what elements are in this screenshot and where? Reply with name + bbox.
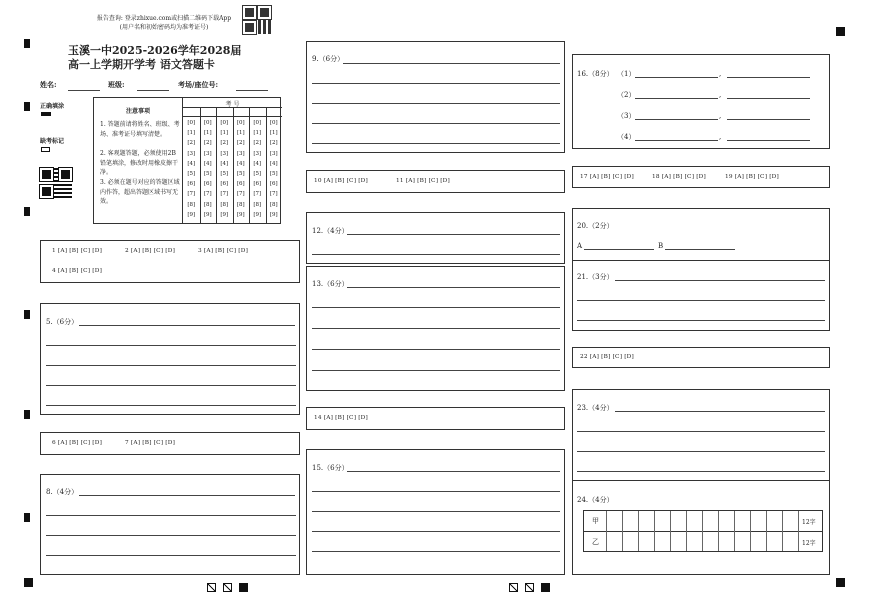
question-label-q15: 15.（6分） xyxy=(312,464,349,472)
timing-marker xyxy=(24,410,30,419)
question-label-q5: 5.（6分） xyxy=(46,318,79,326)
q16-sub-3-label: （3） xyxy=(617,112,636,120)
exam-number-bubble[interactable]: [4] xyxy=(236,160,245,167)
qr-code-top xyxy=(243,6,271,34)
mc-question-14[interactable]: 14 [A] [B] [C] [D] xyxy=(314,415,368,421)
exam-number-bubble[interactable]: [3] xyxy=(236,150,245,157)
question-label-q12: 12.（4分） xyxy=(312,227,349,235)
mc-block-6-7 xyxy=(40,432,300,455)
instructions-panel xyxy=(93,97,281,224)
exam-number-bubble[interactable]: [8] xyxy=(269,201,278,208)
q24-cell-divider xyxy=(654,511,655,551)
q24-cell-divider xyxy=(766,511,767,551)
exam-number-bubble[interactable]: [0] xyxy=(220,120,229,126)
instruction-item-2: 2. 客观题答题，必须使用2B铅笔填涂，修改时用橡皮擦干净。 xyxy=(100,150,179,176)
exam-number-bubble[interactable]: [7] xyxy=(253,191,262,198)
exam-number-bubble[interactable]: [1] xyxy=(203,130,212,137)
instruction-item-1: 1. 答题前请将姓名、班级、考场、准考证号填写清楚。 xyxy=(100,121,180,138)
q24-cell-divider xyxy=(638,511,639,551)
title-line1: 玉溪一中2025-2026学年2028届 xyxy=(68,44,242,57)
answer-box-q9[interactable] xyxy=(306,41,565,153)
exam-number-divider xyxy=(266,107,267,223)
q24-cell-divider xyxy=(670,511,671,551)
room-seat-label: 考场/座位号: xyxy=(178,80,219,89)
exam-number-column[interactable] xyxy=(184,118,199,220)
exam-number-column[interactable] xyxy=(201,118,216,220)
exam-number-bubble[interactable]: [8] xyxy=(187,201,196,208)
q20-b-label: B xyxy=(658,242,664,250)
exam-number-bubble[interactable]: [9] xyxy=(187,211,196,218)
exam-number-bubble[interactable]: [1] xyxy=(187,130,196,137)
page-mark xyxy=(239,583,248,592)
q24-row2-limit: 12字 xyxy=(802,540,816,547)
class-label: 班级: xyxy=(108,80,125,89)
exam-number-columns[interactable] xyxy=(183,116,282,223)
exam-number-divider xyxy=(216,107,217,223)
timing-marker xyxy=(24,39,30,48)
exam-number-bubble[interactable]: [3] xyxy=(203,150,212,157)
exam-number-bubble[interactable]: [0] xyxy=(203,120,212,126)
exam-number-bubble[interactable]: [4] xyxy=(203,160,212,167)
q24-cell-divider xyxy=(798,511,799,551)
answer-box-q15[interactable] xyxy=(306,449,565,575)
mc-question-4[interactable]: 4 [A] [B] [C] [D] xyxy=(52,268,103,274)
timing-marker xyxy=(24,102,30,111)
exam-number-bubble[interactable]: [6] xyxy=(269,181,278,188)
exam-number-divider xyxy=(200,107,201,223)
instructions-heading: 注意事项 xyxy=(125,108,150,115)
exam-number-bubble[interactable]: [1] xyxy=(220,130,229,137)
page-mark xyxy=(525,583,534,592)
report-notice-line1: 报告查询: 登录zhixue.com或扫描二维码下载App xyxy=(96,15,232,22)
answer-box-q23-q24[interactable] xyxy=(572,389,830,575)
mc-question-7[interactable]: 7 [A] [B] [C] [D] xyxy=(125,440,176,446)
exam-number-bubble[interactable]: [9] xyxy=(253,211,262,218)
exam-number-bubble[interactable]: [8] xyxy=(236,201,245,208)
exam-number-bubble[interactable]: [7] xyxy=(203,191,212,198)
mc-question-1[interactable]: 1 [A] [B] [C] [D] xyxy=(52,248,103,254)
exam-number-bubble[interactable]: [3] xyxy=(253,150,262,157)
exam-number-column[interactable] xyxy=(267,118,282,220)
q24-writing-grid[interactable] xyxy=(583,510,823,552)
page-mark xyxy=(223,583,232,592)
exam-number-bubble[interactable]: [6] xyxy=(187,181,196,188)
q24-row1-label: 甲 xyxy=(592,517,599,525)
answer-box-q16[interactable]: 16.（8分） （1） , （2） , （3） , （4） , xyxy=(572,54,830,149)
mc-question-22[interactable]: 22 [A] [B] [C] [D] xyxy=(580,354,634,360)
exam-number-bubble[interactable]: [7] xyxy=(236,191,245,198)
exam-number-bubble[interactable]: [9] xyxy=(236,211,245,218)
mc-question-18[interactable]: 18 [A] [B] [C] [D] xyxy=(652,174,706,180)
exam-number-bubble[interactable]: [5] xyxy=(220,171,229,178)
q24-cell-divider xyxy=(606,511,607,551)
exam-number-bubble[interactable]: [6] xyxy=(220,181,229,188)
exam-number-bubble[interactable]: [7] xyxy=(269,191,278,198)
room-seat-field[interactable] xyxy=(236,90,268,91)
q24-cell-divider xyxy=(686,511,687,551)
correct-fill-example xyxy=(41,112,51,116)
exam-number-label: 考 号 xyxy=(225,101,240,108)
exam-number-bubble[interactable]: [9] xyxy=(269,211,278,218)
exam-number-column[interactable] xyxy=(250,118,265,220)
q16-sub-4-label: （4） xyxy=(617,133,636,141)
name-label: 姓名: xyxy=(40,80,57,89)
answer-box-q5[interactable] xyxy=(40,303,300,415)
exam-number-bubble[interactable]: [6] xyxy=(253,181,262,188)
exam-number-bubble[interactable]: [1] xyxy=(236,130,245,137)
question-label-q24: 24.（4分） xyxy=(577,496,614,504)
exam-number-bubble[interactable]: [5] xyxy=(236,171,245,178)
mc-block-17-19 xyxy=(572,166,830,188)
exam-number-bubble[interactable]: [2] xyxy=(187,140,196,147)
exam-number-bubble[interactable]: [5] xyxy=(269,171,278,178)
mc-question-17[interactable]: 17 [A] [B] [C] [D] xyxy=(580,174,634,180)
name-field[interactable] xyxy=(68,90,100,91)
exam-number-bubble[interactable]: [4] xyxy=(187,160,196,167)
question-label-q20: 20.（2分） xyxy=(577,222,614,230)
exam-number-bubble[interactable]: [0] xyxy=(236,120,245,126)
exam-number-bubble[interactable]: [3] xyxy=(187,150,196,157)
answer-box-q8[interactable] xyxy=(40,474,300,575)
exam-number-bubble[interactable]: [3] xyxy=(269,150,278,157)
mc-question-10[interactable]: 10 [A] [B] [C] [D] xyxy=(314,178,368,184)
correct-fill-label: 正确填涂 xyxy=(40,103,65,110)
exam-number-bubble[interactable]: [0] xyxy=(269,120,278,126)
exam-number-bubble[interactable]: [1] xyxy=(253,130,262,137)
q24-cell-divider xyxy=(702,511,703,551)
exam-number-bubble[interactable]: [2] xyxy=(203,140,212,147)
exam-number-bubble[interactable]: [3] xyxy=(220,150,229,157)
exam-number-bubble[interactable]: [9] xyxy=(220,211,229,218)
exam-number-bubble[interactable]: [5] xyxy=(187,171,196,178)
q24-row2-label: 乙 xyxy=(592,538,599,546)
exam-number-bubble[interactable]: [8] xyxy=(220,201,229,208)
exam-number-column[interactable] xyxy=(234,118,249,220)
question-label-q9: 9.（6分） xyxy=(312,55,345,63)
report-notice-line2: (用户名和初始密码均为准考证号) xyxy=(119,24,209,31)
exam-number-divider xyxy=(249,107,250,223)
corner-marker xyxy=(24,578,33,587)
exam-number-bubble[interactable]: [4] xyxy=(269,160,278,167)
exam-number-bubble[interactable]: [7] xyxy=(220,191,229,198)
q24-cell-divider xyxy=(782,511,783,551)
exam-number-bubble[interactable]: [4] xyxy=(220,160,229,167)
question-label-q21: 21.（3分） xyxy=(577,273,614,281)
answer-box-q13[interactable] xyxy=(306,266,565,391)
page-mark xyxy=(541,583,550,592)
exam-number-bubble[interactable]: [0] xyxy=(253,120,262,126)
q20-a-label: A xyxy=(577,242,583,250)
q24-cell-divider xyxy=(718,511,719,551)
mc-block-10-11 xyxy=(306,170,565,193)
q16-sub-2-label: （2） xyxy=(617,91,636,99)
timing-marker xyxy=(24,310,30,319)
question-label-q23: 23.（4分） xyxy=(577,404,614,412)
instruction-item-3: 3. 必须在题号对应的答题区域内作答，超出答题区域书写无效。 xyxy=(100,179,180,205)
title-line2: 高一上学期开学考 语文答题卡 xyxy=(68,58,215,71)
mc-question-6[interactable]: 6 [A] [B] [C] [D] xyxy=(52,440,103,446)
page-mark xyxy=(509,583,518,592)
exam-number-bubble[interactable]: [6] xyxy=(203,181,212,188)
mc-question-19[interactable]: 19 [A] [B] [C] [D] xyxy=(725,174,779,180)
exam-number-bubble[interactable]: [8] xyxy=(203,201,212,208)
exam-number-bubble[interactable]: [4] xyxy=(253,160,262,167)
mc-block-1-4 xyxy=(40,240,300,283)
exam-number-bubble[interactable]: [6] xyxy=(236,181,245,188)
exam-number-bubble[interactable]: [1] xyxy=(269,130,278,137)
mc-question-11[interactable]: 11 [A] [B] [C] [D] xyxy=(396,178,450,184)
q24-cell-divider xyxy=(734,511,735,551)
exam-number-bubble[interactable]: [2] xyxy=(236,140,245,147)
q16-sub-1-label: （1） xyxy=(617,70,636,78)
exam-number-column[interactable] xyxy=(217,118,232,220)
mc-question-2[interactable]: 2 [A] [B] [C] [D] xyxy=(125,248,176,254)
student-qr-code xyxy=(40,168,72,198)
answer-box-q20-q21[interactable] xyxy=(572,208,830,331)
exam-number-bubble[interactable]: [8] xyxy=(253,201,262,208)
exam-number-divider xyxy=(233,107,234,223)
exam-number-bubble[interactable]: [7] xyxy=(187,191,196,198)
exam-number-bubble[interactable]: [2] xyxy=(269,140,278,147)
class-field[interactable] xyxy=(137,90,169,91)
q24-cell-divider xyxy=(750,511,751,551)
corner-marker xyxy=(836,27,845,36)
exam-number-grid[interactable] xyxy=(182,98,282,223)
mc-block-14 xyxy=(306,407,565,430)
absent-mark-label: 缺考标记 xyxy=(40,138,65,145)
exam-number-bubble[interactable]: [5] xyxy=(253,171,262,178)
page-mark xyxy=(207,583,216,592)
question-label-q8: 8.（4分） xyxy=(46,488,79,496)
exam-number-bubble[interactable]: [5] xyxy=(203,171,212,178)
q24-row1-limit: 12字 xyxy=(802,519,816,526)
q24-cell-divider xyxy=(622,511,623,551)
mc-block-22 xyxy=(572,347,830,368)
q24-character-cells[interactable] xyxy=(606,511,798,551)
timing-marker xyxy=(24,513,30,522)
exam-number-bubble[interactable]: [0] xyxy=(187,120,196,126)
absent-mark-box[interactable] xyxy=(41,147,50,152)
timing-marker xyxy=(24,207,30,216)
question-label-q13: 13.（6分） xyxy=(312,280,349,288)
question-label-q16: 16.（8分） xyxy=(577,70,614,78)
corner-marker xyxy=(836,578,845,587)
exam-number-bubble[interactable]: [2] xyxy=(220,140,229,147)
exam-number-bubble[interactable]: [9] xyxy=(203,211,212,218)
exam-number-bubble[interactable]: [2] xyxy=(253,140,262,147)
answer-box-q12[interactable] xyxy=(306,212,565,264)
mc-question-3[interactable]: 3 [A] [B] [C] [D] xyxy=(198,248,249,254)
